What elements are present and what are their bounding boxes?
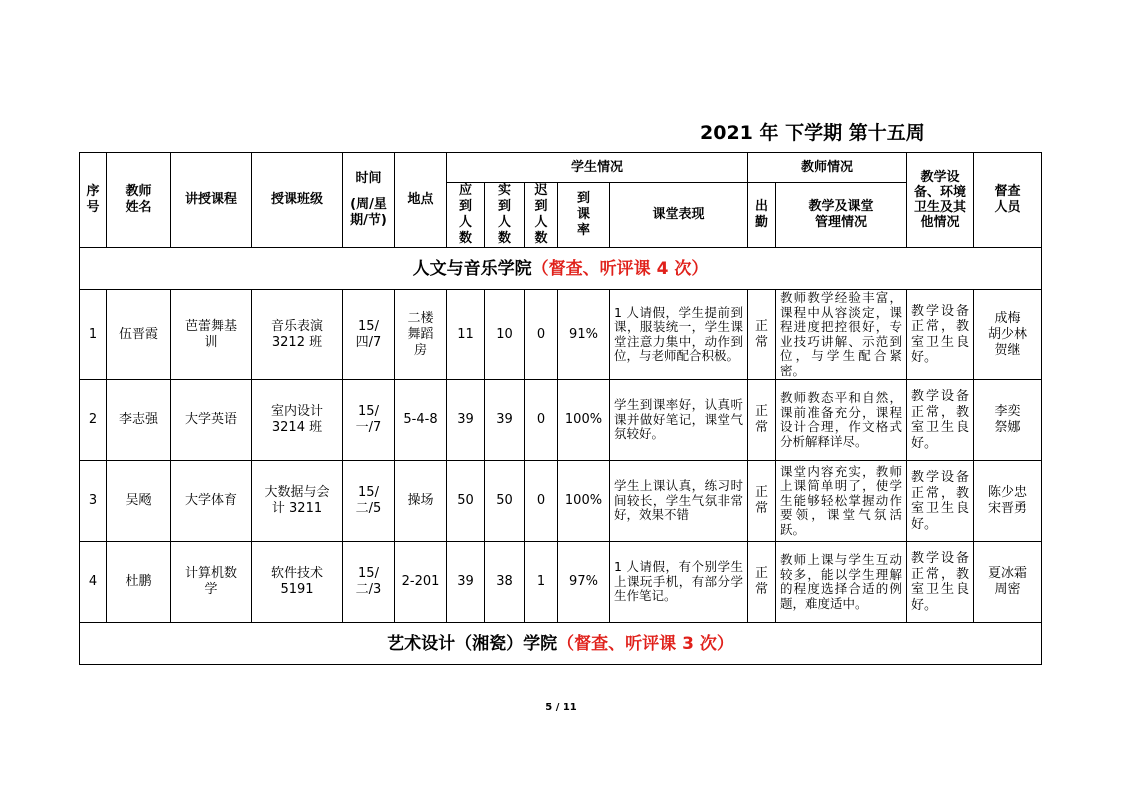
header-time: [343, 153, 395, 248]
cell-place: 5-4-8: [395, 380, 447, 461]
cell-time: 15/一/7: [343, 380, 395, 461]
cell-inspectors: 成梅 胡少林 贺继: [974, 290, 1042, 380]
cell-management: 课堂内容充实，教师上课简单明了，使学生能够轻松掌握动作要领，课堂气氛活跃。: [776, 461, 907, 542]
cell-performance: 1 人请假，学生提前到课，服装统一，学生课堂注意力集中，动作到位，与老师配合积极。: [610, 290, 748, 380]
cell-performance: 学生上课认真，练习时间较长，学生气氛非常好，效果不错: [610, 461, 748, 542]
cell-rate: 91%: [558, 290, 610, 380]
cell-seq: 3: [80, 461, 107, 542]
table-row: [80, 380, 1042, 461]
cell-class: 软件技术 5191: [252, 542, 343, 623]
cell-rate: 100%: [558, 461, 610, 542]
header-performance: 课堂表现: [610, 183, 748, 248]
cell-actual: 50: [485, 461, 525, 542]
cell-inspectors: 李奕 祭娜: [974, 380, 1042, 461]
cell-environment: 教学设备正常，教室卫生良好。: [907, 290, 974, 380]
cell-actual: 39: [485, 380, 525, 461]
cell-seq: 2: [80, 380, 107, 461]
cell-rate: 100%: [558, 380, 610, 461]
cell-teacher: 李志强: [107, 380, 171, 461]
section-note: （督查、听评课 4 次）: [531, 258, 709, 279]
cell-class: 大数据与会计 3211: [252, 461, 343, 542]
inspection-table: [79, 152, 1042, 665]
header-course: 讲授课程: [171, 153, 252, 248]
cell-late: 0: [525, 461, 558, 542]
table-row: [80, 290, 1042, 380]
cell-actual: 10: [485, 290, 525, 380]
cell-inspectors: 陈少忠 宋晋勇: [974, 461, 1042, 542]
cell-place: 操场: [395, 461, 447, 542]
cell-environment: 教学设备正常，教室卫生良好。: [907, 461, 974, 542]
cell-late: 0: [525, 380, 558, 461]
cell-attendance: 正常: [748, 290, 776, 380]
header-class: 授课班级: [252, 153, 343, 248]
cell-environment: 教学设备正常，教室卫生良好。: [907, 542, 974, 623]
header-time-top: 时间: [355, 171, 382, 186]
cell-performance: 1 人请假，有个别学生上课玩手机，有部分学生作笔记。: [610, 542, 748, 623]
section-row-art-design: [80, 623, 1042, 665]
header-time-bottom: (周/星期/节): [350, 197, 387, 228]
cell-course: 计算机数学: [171, 542, 252, 623]
cell-environment: 教学设备正常，教室卫生良好。: [907, 380, 974, 461]
cell-class: 音乐表演 3212 班: [252, 290, 343, 380]
header-students: 学生情况: [447, 153, 748, 183]
header-place: 地点: [395, 153, 447, 248]
cell-time: 15/二/5: [343, 461, 395, 542]
cell-course: 大学体育: [171, 461, 252, 542]
cell-time: 15/四/7: [343, 290, 395, 380]
cell-should: 50: [447, 461, 485, 542]
header-teacher-situation: 教师情况: [748, 153, 907, 183]
page-number: 5 / 11: [545, 702, 577, 713]
cell-seq: 1: [80, 290, 107, 380]
inspection-table-wrapper: [79, 152, 1042, 665]
cell-attendance: 正常: [748, 380, 776, 461]
cell-time: 15/二/3: [343, 542, 395, 623]
header-should: 应到人数: [447, 183, 485, 248]
header-inspectors: 督查人员: [974, 153, 1042, 248]
header-teacher: 教师姓名: [107, 153, 171, 248]
cell-teacher: 吴飏: [107, 461, 171, 542]
table-row: [80, 542, 1042, 623]
header-rate: 到课率: [558, 183, 610, 248]
document-title: 2021 年 下学期 第十五周: [700, 122, 925, 144]
cell-management: 教师教态平和自然，课前准备充分，课程设计合理，作文格式分析解释详尽。: [776, 380, 907, 461]
cell-should: 39: [447, 542, 485, 623]
cell-management: 教师上课与学生互动较多，能以学生理解的程度选择合适的例题，难度适中。: [776, 542, 907, 623]
table-row: [80, 461, 1042, 542]
cell-inspectors: 夏冰霜 周密: [974, 542, 1042, 623]
cell-teacher: 伍晋霞: [107, 290, 171, 380]
cell-course: 芭蕾舞基训: [171, 290, 252, 380]
cell-course: 大学英语: [171, 380, 252, 461]
header-environment: 教学设备、环境卫生及其他情况: [907, 153, 974, 248]
section-name: 艺术设计（湘瓷）学院: [387, 633, 558, 654]
header-late: 迟到人数: [525, 183, 558, 248]
cell-place: 二楼舞蹈房: [395, 290, 447, 380]
cell-should: 39: [447, 380, 485, 461]
cell-rate: 97%: [558, 542, 610, 623]
cell-should: 11: [447, 290, 485, 380]
cell-class: 室内设计 3214 班: [252, 380, 343, 461]
cell-performance: 学生到课率好，认真听课并做好笔记，课堂气氛较好。: [610, 380, 748, 461]
cell-attendance: 正常: [748, 542, 776, 623]
header-seq: 序号: [80, 153, 107, 248]
cell-place: 2-201: [395, 542, 447, 623]
cell-attendance: 正常: [748, 461, 776, 542]
cell-management: 教师教学经验丰富，课程中从容淡定，课程进度把控很好，专业技巧讲解、示范到位，与学生配合紧密。: [776, 290, 907, 380]
cell-late: 0: [525, 290, 558, 380]
cell-teacher: 杜鹏: [107, 542, 171, 623]
header-attendance: 出勤: [748, 183, 776, 248]
section-name: 人文与音乐学院: [412, 258, 532, 279]
section-row-humanities: [80, 248, 1042, 290]
header-management: 教学及课堂 管理情况: [776, 183, 907, 248]
cell-actual: 38: [485, 542, 525, 623]
header-actual: 实到人数: [485, 183, 525, 248]
section-note: （督查、听评课 3 次）: [557, 633, 734, 654]
cell-late: 1: [525, 542, 558, 623]
cell-seq: 4: [80, 542, 107, 623]
